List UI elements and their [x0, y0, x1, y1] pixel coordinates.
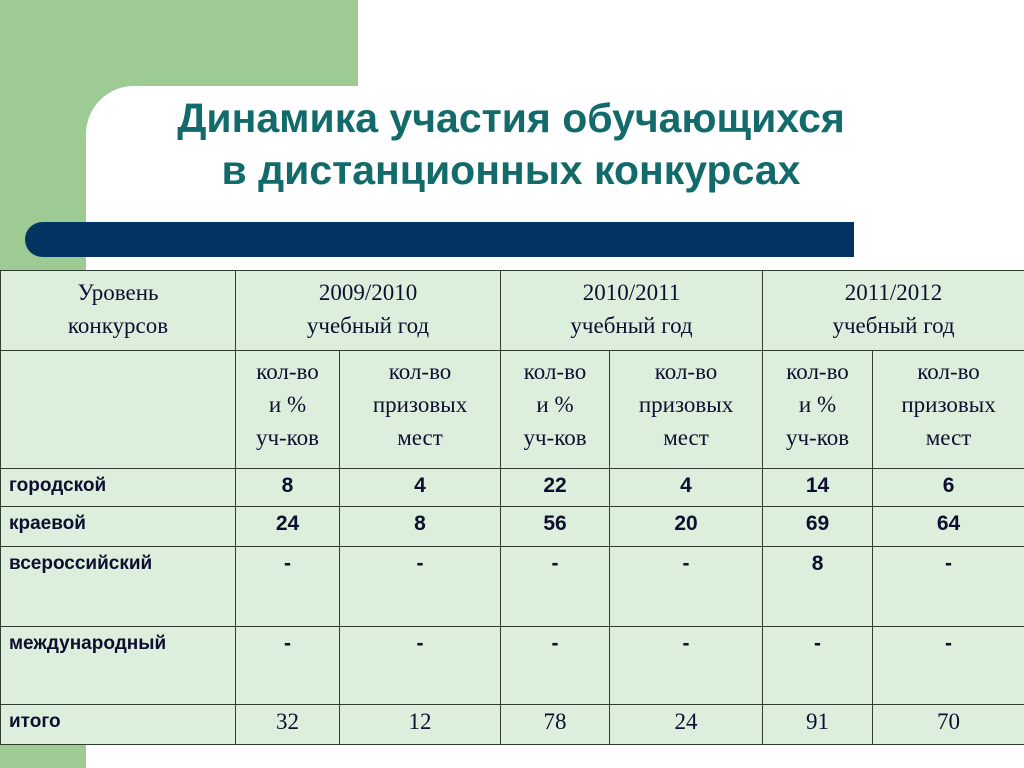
value-cell: 24 [610, 705, 763, 745]
sub-header-line: кол-во [786, 359, 849, 384]
year-sublabel: учебный год [832, 313, 955, 338]
corner-header [1, 271, 236, 351]
sub-header-line: кол-во [654, 359, 718, 384]
decorative-bar [25, 222, 854, 257]
title-line-2: в дистанционных конкурсах [221, 147, 801, 193]
year-header-2010-2011 [501, 271, 763, 351]
sub-header-line: призовых [638, 392, 734, 417]
slide-title [86, 92, 936, 196]
year-sublabel: учебный год [306, 313, 430, 338]
level-name: международный [1, 627, 236, 705]
value-cell: 4 [340, 469, 501, 507]
value-cell: 6 [873, 469, 1024, 507]
value-cell: 32 [236, 705, 340, 745]
table-row [1, 507, 1024, 547]
year-label: 2009/2010 [318, 280, 418, 305]
value-cell: 78 [501, 705, 610, 745]
sub-header-line: кол-во [523, 359, 587, 384]
sub-header-line: кол-во [388, 359, 452, 384]
sub-header-line: кол-во [256, 359, 319, 384]
sub-header-line: уч-ков [785, 425, 850, 450]
value-cell: 22 [501, 469, 610, 507]
value-cell: 56 [501, 507, 610, 547]
value-cell: - [610, 627, 763, 705]
value-cell: - [873, 627, 1024, 705]
header-row-metrics [1, 351, 1024, 469]
prizes-header [340, 351, 501, 469]
table-row-total [1, 705, 1024, 745]
year-header-2011-2012 [763, 271, 1024, 351]
sub-header-line: уч-ков [255, 425, 320, 450]
year-label: 2010/2011 [582, 280, 681, 305]
prizes-header [873, 351, 1024, 469]
header-row-years [1, 271, 1024, 351]
sub-header-line: кол-во [917, 359, 980, 384]
value-cell: 4 [610, 469, 763, 507]
sub-header-line: и % [536, 392, 574, 417]
sub-header-line: призовых [901, 392, 996, 417]
sub-header-line: призовых [372, 392, 468, 417]
value-cell: 70 [873, 705, 1024, 745]
value-cell: - [610, 547, 763, 627]
value-cell: 14 [763, 469, 873, 507]
value-cell: - [340, 627, 501, 705]
value-cell: 8 [236, 469, 340, 507]
level-name: итого [1, 705, 236, 745]
table-row [1, 627, 1024, 705]
value-cell: - [236, 627, 340, 705]
value-cell: - [763, 627, 873, 705]
corner-header-line: конкурсов [67, 313, 169, 338]
year-sublabel: учебный год [570, 313, 693, 338]
title-line-1: Динамика участия обучающихся [177, 95, 845, 141]
sub-header-line: уч-ков [523, 425, 587, 450]
value-cell: 8 [340, 507, 501, 547]
table-row [1, 469, 1024, 507]
sub-header-line: и % [268, 392, 307, 417]
value-cell: 8 [763, 547, 873, 627]
value-cell: 20 [610, 507, 763, 547]
participants-header [763, 351, 873, 469]
empty-header-cell [1, 351, 236, 469]
prizes-header [610, 351, 763, 469]
participants-header [236, 351, 340, 469]
table-row [1, 547, 1024, 627]
value-cell: - [340, 547, 501, 627]
value-cell: 24 [236, 507, 340, 547]
value-cell: 91 [763, 705, 873, 745]
level-name: всероссийский [1, 547, 236, 627]
level-name: краевой [1, 507, 236, 547]
sub-header-line: мест [925, 425, 972, 450]
value-cell: - [873, 547, 1024, 627]
year-header-2009-2010 [236, 271, 501, 351]
year-label: 2011/2012 [844, 280, 943, 305]
value-cell: - [501, 547, 610, 627]
participants-header [501, 351, 610, 469]
corner-header-line: Уровень [77, 280, 159, 305]
value-cell: 69 [763, 507, 873, 547]
value-cell: 12 [340, 705, 501, 745]
value-cell: - [236, 547, 340, 627]
value-cell: 64 [873, 507, 1024, 547]
sub-header-line: мест [663, 425, 709, 450]
sub-header-line: мест [397, 425, 443, 450]
contest-participation-table [0, 270, 1024, 745]
value-cell: - [501, 627, 610, 705]
sub-header-line: и % [798, 392, 837, 417]
level-name: городской [1, 469, 236, 507]
